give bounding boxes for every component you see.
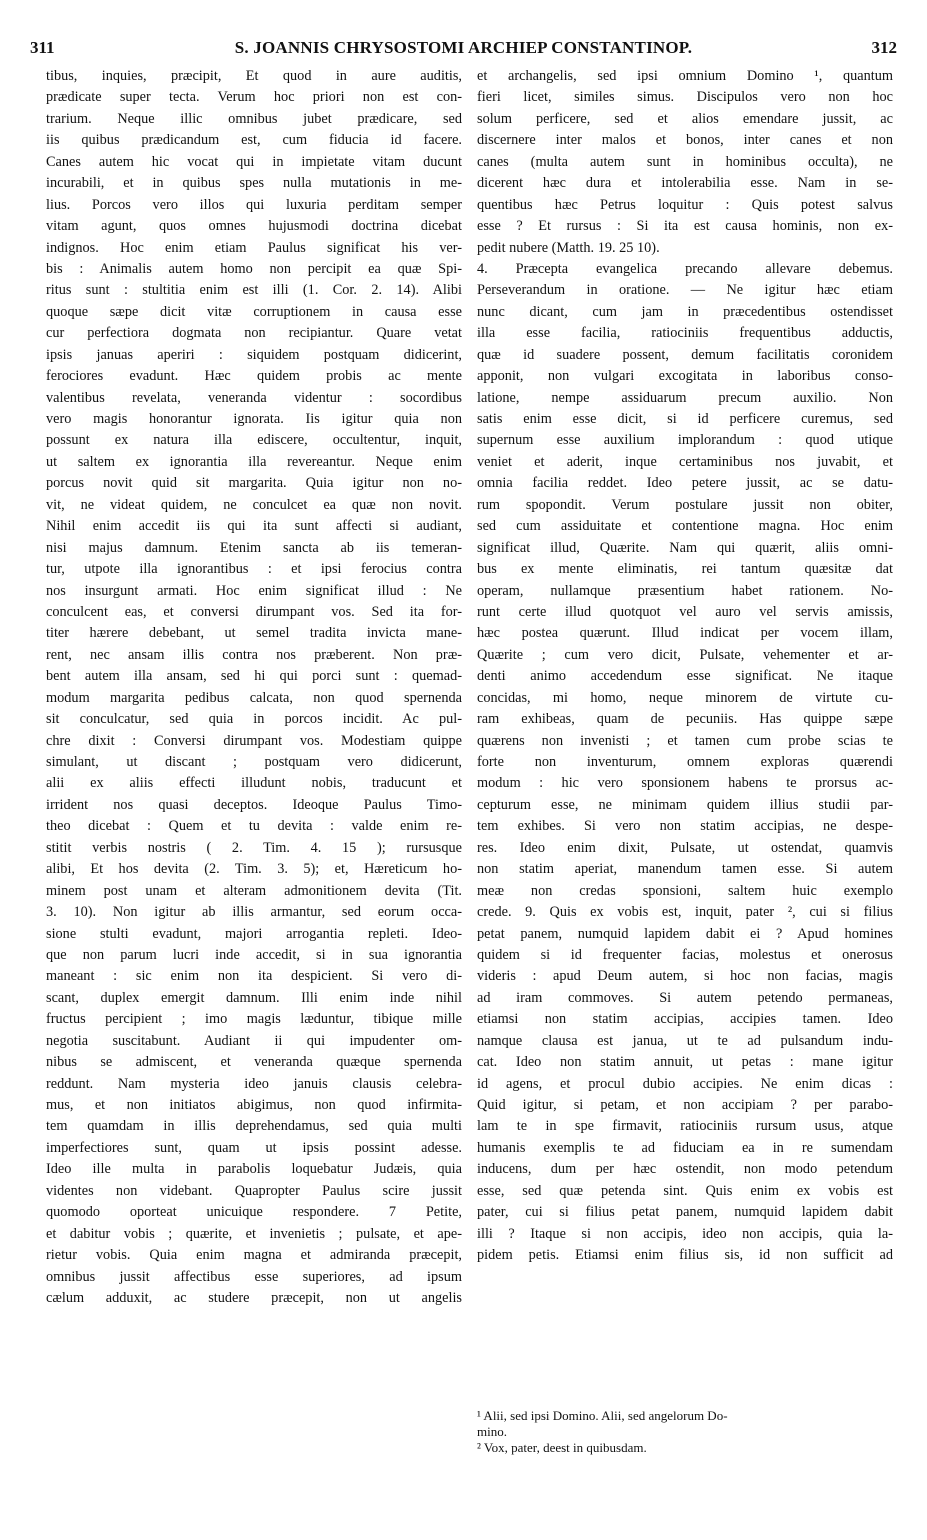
text-line: veniet et aderit, inque certaminibus nos juvabit, et <box>477 453 893 470</box>
right-text-column <box>477 66 893 1267</box>
text-line: nisi majus damnum. Etenim sancta ab iis temeran- <box>46 539 462 556</box>
text-line: ram exhibeas, quam de pecuniis. Has quippe sæpe <box>477 711 893 728</box>
text-line: modum margarita pedibus calcata, non quod spernenda <box>46 689 462 706</box>
text-line: scant, duplex emergit damnum. Illi enim inde nihil <box>46 989 462 1006</box>
text-line: ferociores evadunt. Hæc quidem probis ac mente <box>46 368 462 385</box>
text-line: petat panem, numquid lapidem dabit ei ? Apud homines <box>477 925 893 942</box>
text-line: omnibus jussit affectibus esse superiores, ad ipsum <box>46 1268 462 1285</box>
text-line: stitit verbis nostris ( 2. Tim. 4. 15 ); rursusque <box>46 839 462 856</box>
text-line: ritus sunt : stultitia enim est illi (1. Cor. 2. 14). Alibi <box>46 282 462 299</box>
text-line: humanis exemplis te ad fiduciam ea in re sumendam <box>477 1139 893 1156</box>
text-line: nos insurgunt armati. Hoc enim significat illud : Ne <box>46 582 462 599</box>
text-line: valentibus revelata, veneranda videntur : socordibus <box>46 389 462 406</box>
text-line: iis quibus prædicandum est, cum fiducia id facere. <box>46 132 462 149</box>
text-line: meæ non credas sponsioni, saltem huic exemplo <box>477 882 893 899</box>
text-line: supernum esse auxilium implorandum : quod utique <box>477 432 893 449</box>
text-line: trarium. Neque illic omnibus jubet prædicare, sed <box>46 110 462 127</box>
text-line: apponit, non vulgari excogitata in laboribus conso- <box>477 368 893 385</box>
text-line: alibi, Et hos devita (2. Tim. 3. 5); et, Hæreticum ho- <box>46 861 462 878</box>
text-line: cat. Ideo non statim annuit, ut petas : mane igitur <box>477 1054 893 1071</box>
text-line: et dabitur vobis ; quærite, et invenietis ; pulsate, et ape- <box>46 1225 462 1242</box>
text-line: runt certe illud quotquot vel auro vel servis amissis, <box>477 603 893 620</box>
text-line: quærens non invenisti ; et tamen cum probe scias te <box>477 732 893 749</box>
text-line: hæc postea quærunt. Illud indicat per vocem illam, <box>477 625 893 642</box>
text-line: theo dicebat : Quem et tu devita : valde enim re- <box>46 818 462 835</box>
text-line: rietur vobis. Quia enim magna et admiranda præcepit, <box>46 1247 462 1264</box>
text-line: porcus novit quid sit margarita. Quia igitur non no- <box>46 475 462 492</box>
text-line: ut saltem ex ignorantia illa revereantur. Neque enim <box>46 453 462 470</box>
text-line: maneant : sic enim non ita despicient. Si vero di- <box>46 968 462 985</box>
left-text-column <box>46 66 462 1309</box>
text-line: fructus percipient ; imo magis læduntur, tibique mille <box>46 1011 462 1028</box>
page-number-left: 311 <box>30 38 55 57</box>
text-line: chre dixit : Conversi dirumpant vos. Modestiam quippe <box>46 732 462 749</box>
footnote-line: ¹ Alii, sed ipsi Domino. Alii, sed angelorum Do- <box>477 1408 728 1423</box>
text-line: vero magis honorantur ignorata. Iis igitur quia non <box>46 411 462 427</box>
text-line: satis enim esse dicit, si id perficere curemus, sed <box>477 411 893 427</box>
text-line: operam, nullamque præsentium habet rationem. No- <box>477 582 893 599</box>
text-line: ad iram commoves. Si autem petendo permaneas, <box>477 989 893 1006</box>
text-line: vit, ne videat quidem, ne conculcet ea quæ non novit. <box>46 496 462 513</box>
text-line: concidas, mi homo, neque minorem de virtute cu- <box>477 689 893 706</box>
text-line: quomodo oporteat unicuique respondere. 7 Petite, <box>46 1204 462 1221</box>
text-line: negotia suscitabunt. Audiant ii qui impudenter om- <box>46 1032 462 1049</box>
text-line: discernere inter malos et bonos, inter canes et non <box>477 132 893 149</box>
text-line: quidem si id frequenter facias, molestus et onerosus <box>477 946 893 963</box>
text-line: quoque sæpe dicit vitæ corruptionem in causa esse <box>46 303 462 320</box>
text-line: alii ex aliis effecti illudunt nobis, traducunt et <box>46 775 462 792</box>
text-line: bis : Animalis autem homo non percipit ea quæ Spi- <box>46 260 462 277</box>
text-line: significat illud, Quærite. Nam qui quærit, aliis omni- <box>477 539 893 556</box>
text-line: incurabili, et in quibus spes nulla mutationis in me- <box>46 175 462 192</box>
text-line: indignos. Hoc enim etiam Paulus significat his ver- <box>46 239 462 256</box>
text-line: res. Ideo enim dixit, Pulsate, ut ostendat, quamvis <box>477 839 893 856</box>
text-line: prædicate super tecta. Verum hoc priori non est con- <box>46 89 462 106</box>
text-line: Quid igitur, si petam, et non accipiam ? per parabo- <box>477 1097 893 1113</box>
text-line: simulant, ut discant ; postquam vero didicerunt, <box>46 754 462 770</box>
text-line: dicerent hæc dura et intolerabilia esse. Nam in se- <box>477 175 893 192</box>
text-line: bus ex mente eliminatis, rei tantum quæsitæ dat <box>477 561 893 578</box>
text-line: quentibus hæc Petrus loquitur : Quis potest salvus <box>477 196 893 213</box>
text-line: irrident nos quasi deceptos. Ideoque Paulus Timo- <box>46 796 462 813</box>
text-line: imperfectiores sunt, quam ut ipsis possint adesse. <box>46 1139 462 1156</box>
text-line: etiamsi non statim accipias, accipies tamen. Ideo <box>477 1011 893 1028</box>
text-line: et archangelis, sed ipsi omnium Domino ¹, quantum <box>477 68 893 84</box>
text-line: reddunt. Nam mysteria ideo januis clausis celebra- <box>46 1075 462 1092</box>
text-line: tibus, inquies, præcipit, Et quod in aure auditis, <box>46 68 462 84</box>
page-number-right: 312 <box>871 38 897 57</box>
text-line: 3. 10). Non igitur ab illis armantur, sed eorum occa- <box>46 904 462 921</box>
text-line: nunc dicant, cum jam in præcedentibus ostendisset <box>477 303 893 320</box>
footnotes <box>477 1408 893 1456</box>
text-line: latione, nempe assiduarum precum auxilio. Non <box>477 389 893 406</box>
text-line: que non parum lucri inde accedit, si in sua ignorantia <box>46 946 462 963</box>
text-line: videntes non videbant. Quapropter Paulus scire jussit <box>46 1182 462 1199</box>
text-line: forte non inventurum, omnem exploras quærendi <box>477 754 893 770</box>
text-line: esse ? Et rursus : Si ita est causa hominis, non ex- <box>477 218 893 235</box>
text-line: cepturum esse, ne minimam quidem illius studii par- <box>477 796 893 813</box>
text-line: tur, utpote illa ignorantibus : et ipsi ferocius contra <box>46 561 462 578</box>
text-line: bent autem illa ansam, sed hi qui porci sunt : quemad- <box>46 668 462 685</box>
text-line: Perseverandum in oratione. — Ne igitur hæc etiam <box>477 282 893 299</box>
text-line: videris : apud Deum autem, si hoc non facias, magis <box>477 968 893 985</box>
text-line: tem exhibes. Si vero non statim accipias, ne despe- <box>477 818 893 835</box>
text-line: Quærite ; cum vero dicit, Pulsate, vehementer et ar- <box>477 646 893 663</box>
text-line: canes (multa autem sunt in hominibus occulta), ne <box>477 153 893 170</box>
text-line: Ideo ille multa in parabolis loquebatur Judæis, quia <box>46 1161 462 1178</box>
text-line: lam te in spe firmavit, ratiociniis rursum usus, atque <box>477 1118 893 1135</box>
text-line: possunt ex natura illa ediscere, occultentur, inquit, <box>46 432 462 449</box>
text-line: ipsis januas aperiri : siquidem postquam didicerint, <box>46 346 462 363</box>
text-line: nibus se admiscent, et veneranda quæque spernenda <box>46 1054 462 1071</box>
text-line: pater, cui si filius petat panem, numquid lapidem dabit <box>477 1204 893 1221</box>
text-line: denti animo accedendum esse significat. Ne itaque <box>477 668 893 685</box>
text-line: illi ? Itaque si non accipis, ideo non accipis, quia la- <box>477 1225 893 1242</box>
text-line: pedit nubere (Matth. 19. 25 10). <box>477 239 660 256</box>
text-line: Canes autem hic vocat qui in impietate vitam ducunt <box>46 153 462 170</box>
running-title: S. JOANNIS CHRYSOSTOMI ARCHIEP CONSTANTINOP. <box>234 38 693 57</box>
text-line: rent, nec ansam illis contra nos præberent. Non præ- <box>46 646 462 663</box>
text-line: modum : hic vero sponsionem habens te prorsus ac- <box>477 775 893 792</box>
text-line: 4. Præcepta evangelica precando allevare debemus. <box>477 260 893 277</box>
footnote-line: mino. <box>477 1424 507 1439</box>
text-line: pidem petis. Etiamsi enim filius sis, id non sufficit ad <box>477 1247 893 1264</box>
text-line: solum perficere, sed et alios emendare jussit, ac <box>477 110 893 127</box>
text-line: esse, sed quæ petenda sint. Quis enim ex vobis est <box>477 1182 893 1199</box>
text-line: titer hærere debebant, ut semel tradita invicta mane- <box>46 625 462 642</box>
text-line: fieri licet, similes simus. Discipulos vero non hoc <box>477 89 893 106</box>
text-line: illa esse facilia, ratiociniis frequentibus adductis, <box>477 325 893 342</box>
text-line: crede. 9. Quis ex vobis est, inquit, pater ², cui si filius <box>477 904 893 921</box>
text-line: cælum adduxit, ac studere præcepit, non ut angelis <box>46 1289 462 1306</box>
text-line: namque clausa est janua, ut te ad pulsandum indu- <box>477 1032 893 1049</box>
footnote-line: ² Vox, pater, deest in quibusdam. <box>477 1440 647 1455</box>
text-line: sed cum assiduitate et contentione magna. Hoc enim <box>477 518 893 535</box>
text-line: non statim aperiat, manendum tamen esse. Si autem <box>477 861 893 878</box>
text-line: lius. Porcos vero illos qui luxuria perditam semper <box>46 196 462 213</box>
text-line: id agens, et procul dubio accipies. Ne enim dicas : <box>477 1075 893 1092</box>
text-line: vitam agunt, quos omnes hujusmodi doctrina dicebat <box>46 218 462 235</box>
text-line: omnia facilia reddet. Ideo petere jussit, ac se datu- <box>477 475 893 492</box>
text-line: sit conculcatur, sed quia in porcos incidit. Ac pul- <box>46 711 462 728</box>
text-line: tem quamdam in illis deprehendamus, sed quia multi <box>46 1118 462 1135</box>
text-line: Nihil enim accedit iis qui ita sunt affecti si audiant, <box>46 518 462 535</box>
text-line: conculcent eas, et conversi dirumpant vos. Sed ita for- <box>46 603 462 620</box>
text-line: rum spopondit. Verum postulare jussit non obiter, <box>477 496 893 513</box>
text-line: mus, et non initiatos abigimus, non quod infirmita- <box>46 1097 462 1113</box>
text-line: inducens, dum per hæc ostendit, non modo petendum <box>477 1161 893 1178</box>
running-header <box>30 38 897 62</box>
text-line: sione stulti evadunt, majori arrogantia repleti. Ideo- <box>46 925 462 942</box>
text-line: cur perfectiora dogmata non recipiantur. Quare vetat <box>46 325 462 342</box>
text-line: quæ id suadere possent, demum facilitatis coronidem <box>477 346 893 363</box>
text-line: minem post unam et alteram admonitionem devita (Tit. <box>46 882 462 899</box>
